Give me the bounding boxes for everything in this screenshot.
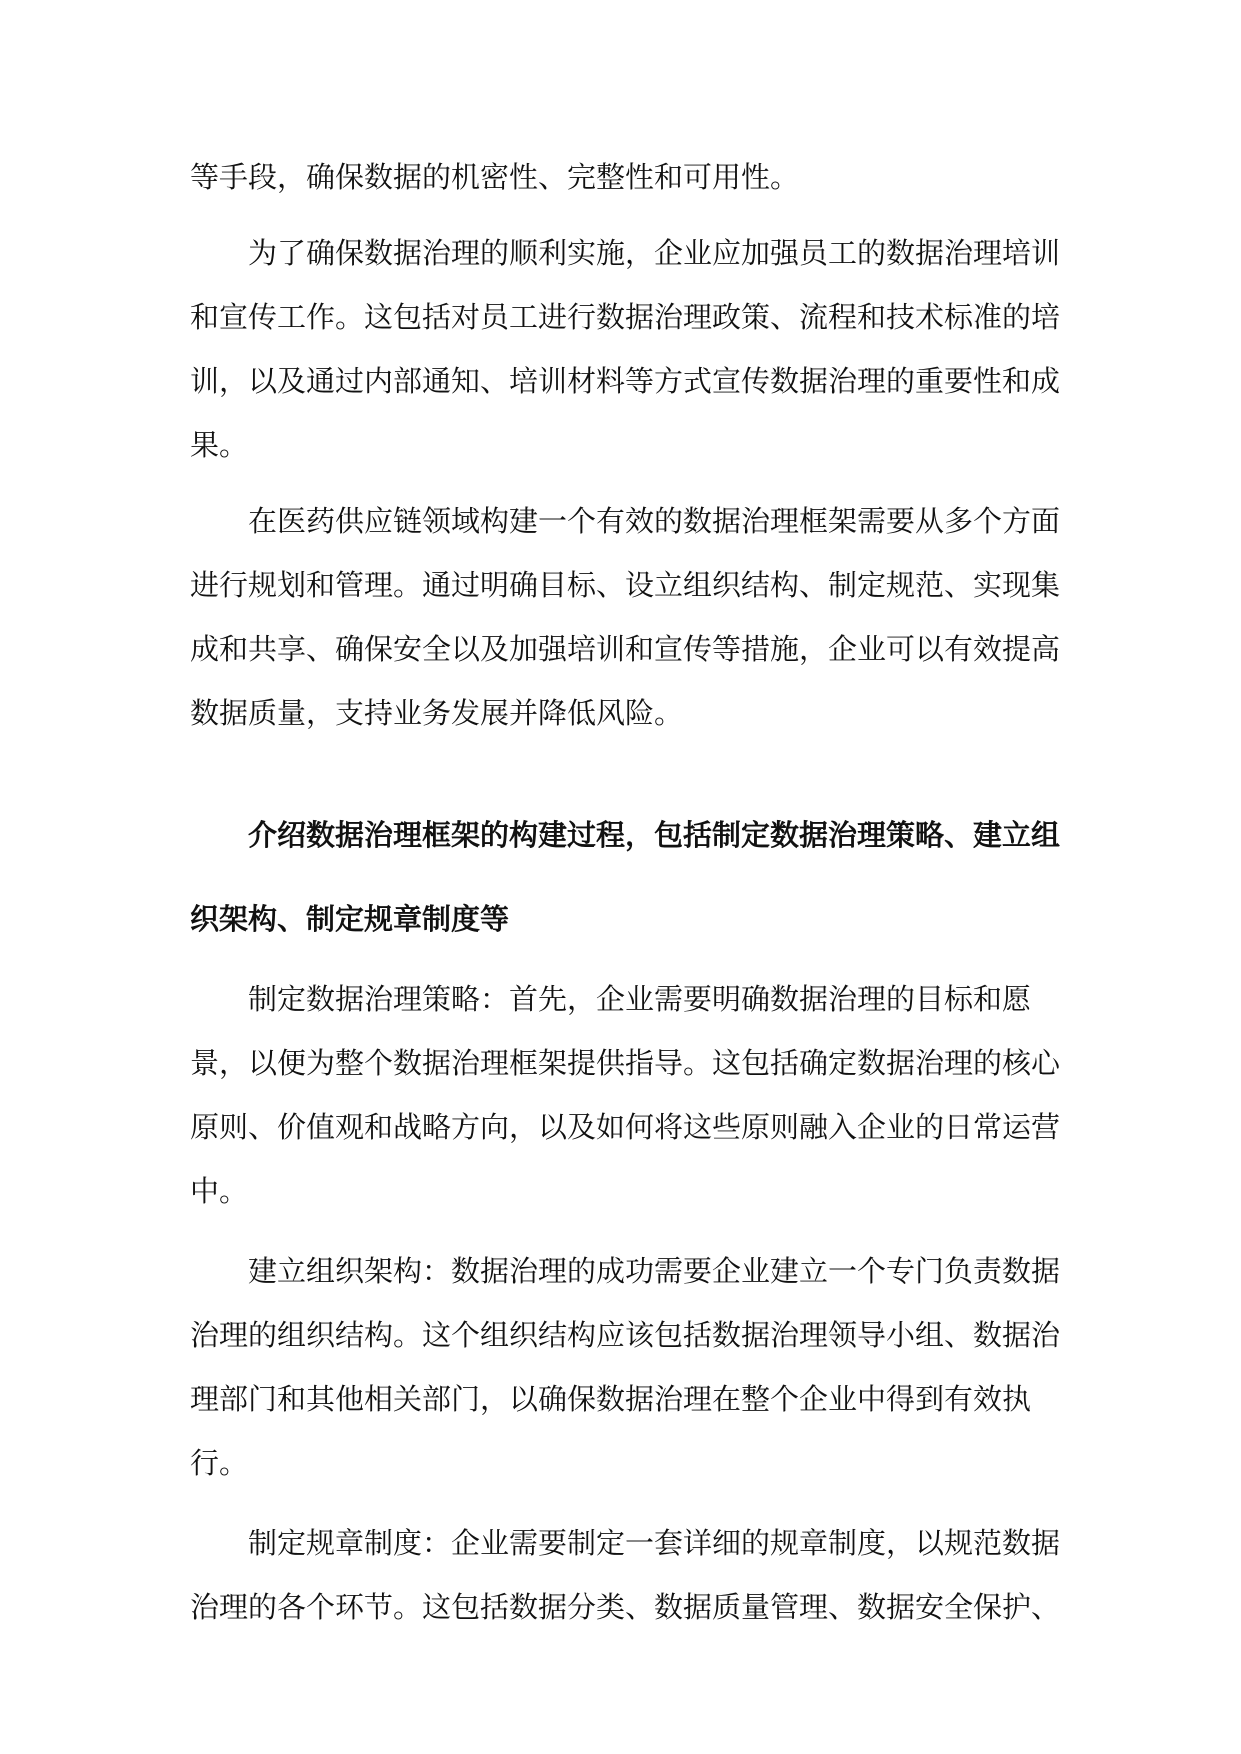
paragraph-continuation: 等手段，确保数据的机密性、完整性和可用性。 xyxy=(190,160,800,194)
paragraph-strategy: 制定数据治理策略：首先，企业需要明确数据治理的目标和愿景，以便为整个数据治理框架提供指导。这包括确定数据治理的核心原则、价值观和战略方向，以及如何将这些原则融入企业的日常运营中。 xyxy=(190,982,1061,1208)
paragraph-regulations: 制定规章制度：企业需要制定一套详细的规章制度，以规范数据治理的各个环节。这包括数据分类、数据质量管理、数据安全保护、 xyxy=(190,1526,1061,1624)
paragraph-training: 为了确保数据治理的顺利实施，企业应加强员工的数据治理培训和宣传工作。这包括对员工进行数据治理政策、流程和技术标准的培训，以及通过内部通知、培训材料等方式宣传数据治理的重要性和成果。 xyxy=(190,236,1061,462)
document-body xyxy=(190,145,1060,1639)
section-heading: 介绍数据治理框架的构建过程，包括制定数据治理策略、建立组织架构、制定规章制度等 xyxy=(190,818,1061,936)
paragraph-summary: 在医药供应链领域构建一个有效的数据治理框架需要从多个方面进行规划和管理。通过明确目标、设立组织结构、制定规范、实现集成和共享、确保安全以及加强培训和宣传等措施，企业可以有效提高数据质量，支持业务发展并降低风险。 xyxy=(190,504,1061,730)
paragraph-organization: 建立组织架构：数据治理的成功需要企业建立一个专门负责数据治理的组织结构。这个组织结构应该包括数据治理领导小组、数据治理部门和其他相关部门，以确保数据治理在整个企业中得到有效执行。 xyxy=(190,1254,1061,1480)
